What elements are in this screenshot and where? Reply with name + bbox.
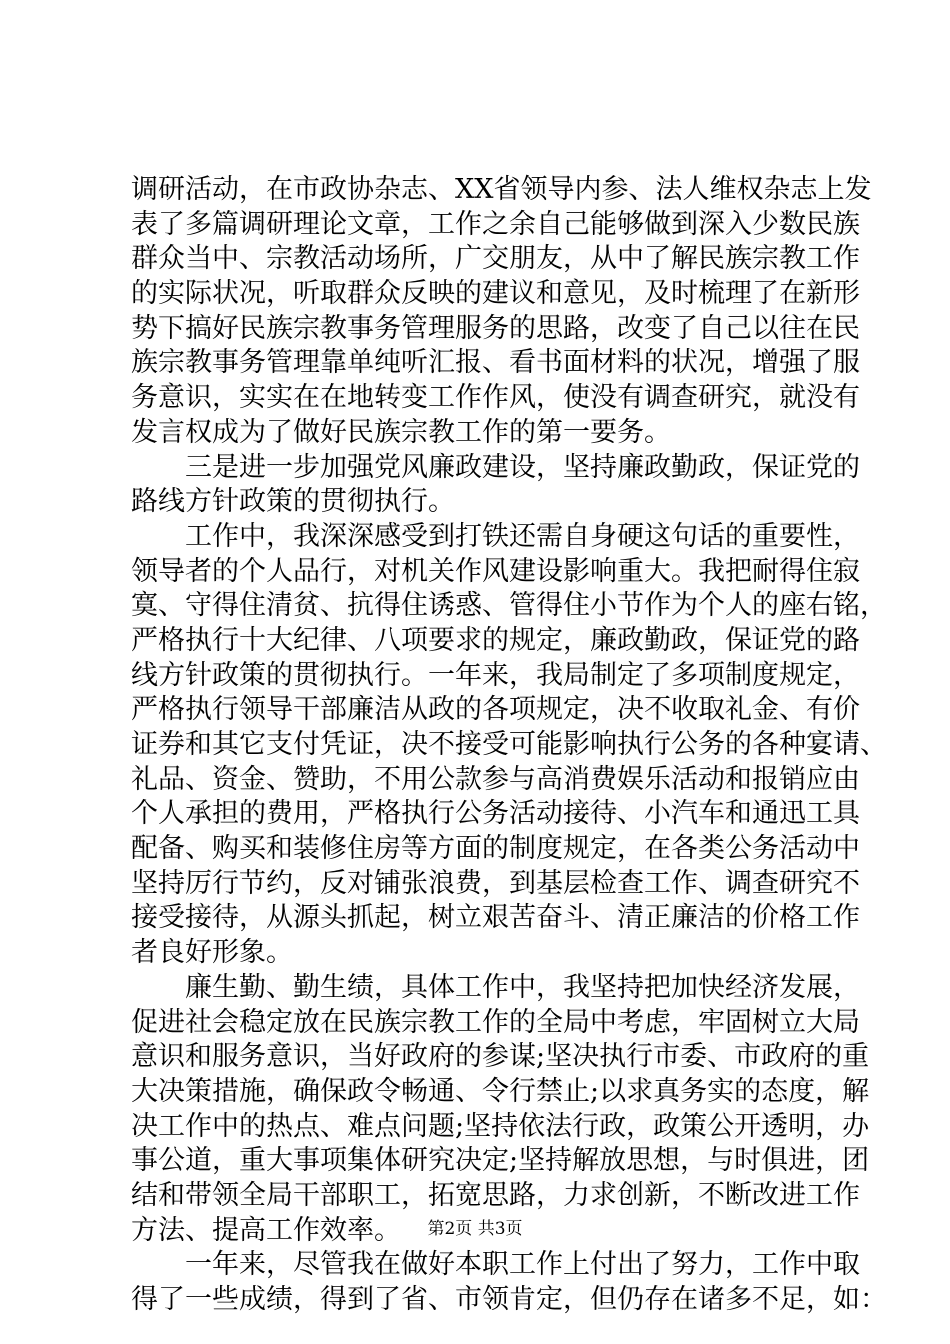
text-line: 决工作中的热点、难点问题;坚持依法行政，政策公开透明，办 xyxy=(131,1110,870,1142)
text-line: 得了一些成绩，得到了省、市领肯定，但仍存在诸多不足，如： xyxy=(131,1284,887,1315)
text-line: 方法、提高工作效率。 xyxy=(131,1214,401,1246)
text-line: 严格执行十大纪律、八项要求的规定，廉政勤政，保证党的路 xyxy=(131,624,860,656)
paragraph-start-line: 工作中，我深深感受到打铁还需自身硬这句话的重要性， xyxy=(185,520,860,552)
text-line: 者良好形象。 xyxy=(131,937,293,969)
text-line: 意识和服务意识，当好政府的参谋;坚决执行市委、市政府的重 xyxy=(131,1041,870,1073)
text-line: 族宗教事务管理靠单纯听汇报、看书面材料的状况，增强了服 xyxy=(131,347,860,379)
paragraph-start-line: 三是进一步加强党风廉政建设，坚持廉政勤政，保证党的 xyxy=(185,451,860,483)
paragraph-start-line: 廉生勤、勤生绩，具体工作中，我坚持把加快经济发展， xyxy=(185,971,860,1003)
text-line: 结和带领全局干部职工，拓宽思路，力求创新，不断改进工作 xyxy=(131,1179,860,1211)
text-line: 表了多篇调研理论文章，工作之余自己能够做到深入少数民族 xyxy=(131,208,860,240)
text-line: 配备、购买和装修住房等方面的制度规定，在各类公务活动中 xyxy=(131,833,860,865)
text-line: 势下搞好民族宗教事务管理服务的思路，改变了自己以往在民 xyxy=(131,312,860,344)
text-line: 促进社会稳定放在民族宗教工作的全局中考虑，牢固树立大局 xyxy=(131,1006,860,1038)
text-line: 严格执行领导干部廉洁从政的各项规定，决不收取礼金、有价 xyxy=(131,694,860,726)
text-line: 礼品、资金、赞助，不用公款参与高消费娱乐活动和报销应由 xyxy=(131,763,860,795)
text-line: 线方针政策的贯彻执行。一年来，我局制定了多项制度规定， xyxy=(131,659,860,691)
document-body xyxy=(131,173,887,1318)
text-line: 务意识，实实在在地转变工作作风，使没有调查研究，就没有 xyxy=(131,382,860,414)
text-line: 寞、守得住清贫、抗得住诱惑、管得住小节作为个人的座右铭， xyxy=(131,590,887,622)
text-line: 个人承担的费用，严格执行公务活动接待、小汽车和通迅工具 xyxy=(131,798,860,830)
text-line: 路线方针政策的贯彻执行。 xyxy=(131,486,455,518)
text-line: 发言权成为了做好民族宗教工作的第一要务。 xyxy=(131,416,671,448)
text-line: 群众当中、宗教活动场所，广交朋友，从中了解民族宗教工作 xyxy=(131,243,860,275)
text-line: 坚持厉行节约，反对铺张浪费，到基层检查工作、调查研究不 xyxy=(131,867,860,899)
page-number-footer: 第2页 共3页 xyxy=(427,1219,523,1239)
text-line: 领导者的个人品行，对机关作风建设影响重大。我把耐得住寂 xyxy=(131,555,860,587)
text-line: 证券和其它支付凭证，决不接受可能影响执行公务的各种宴请、 xyxy=(131,729,887,760)
text-line: 大决策措施，确保政令畅通、令行禁止;以求真务实的态度，解 xyxy=(131,1075,870,1107)
text-line: 事公道，重大事项集体研究决定;坚持解放思想，与时俱进，团 xyxy=(131,1145,870,1177)
text-line: 调研活动，在市政协杂志、XX省领导内参、法人维权杂志上发 xyxy=(131,174,872,205)
text-line: 的实际状况，听取群众反映的建议和意见，及时梳理了在新形 xyxy=(131,278,860,310)
text-line: 接受接待，从源头抓起，树立艰苦奋斗、清正廉洁的价格工作 xyxy=(131,902,860,934)
paragraph-start-line: 一年来，尽管我在做好本职工作上付出了努力，工作中取 xyxy=(185,1249,860,1281)
